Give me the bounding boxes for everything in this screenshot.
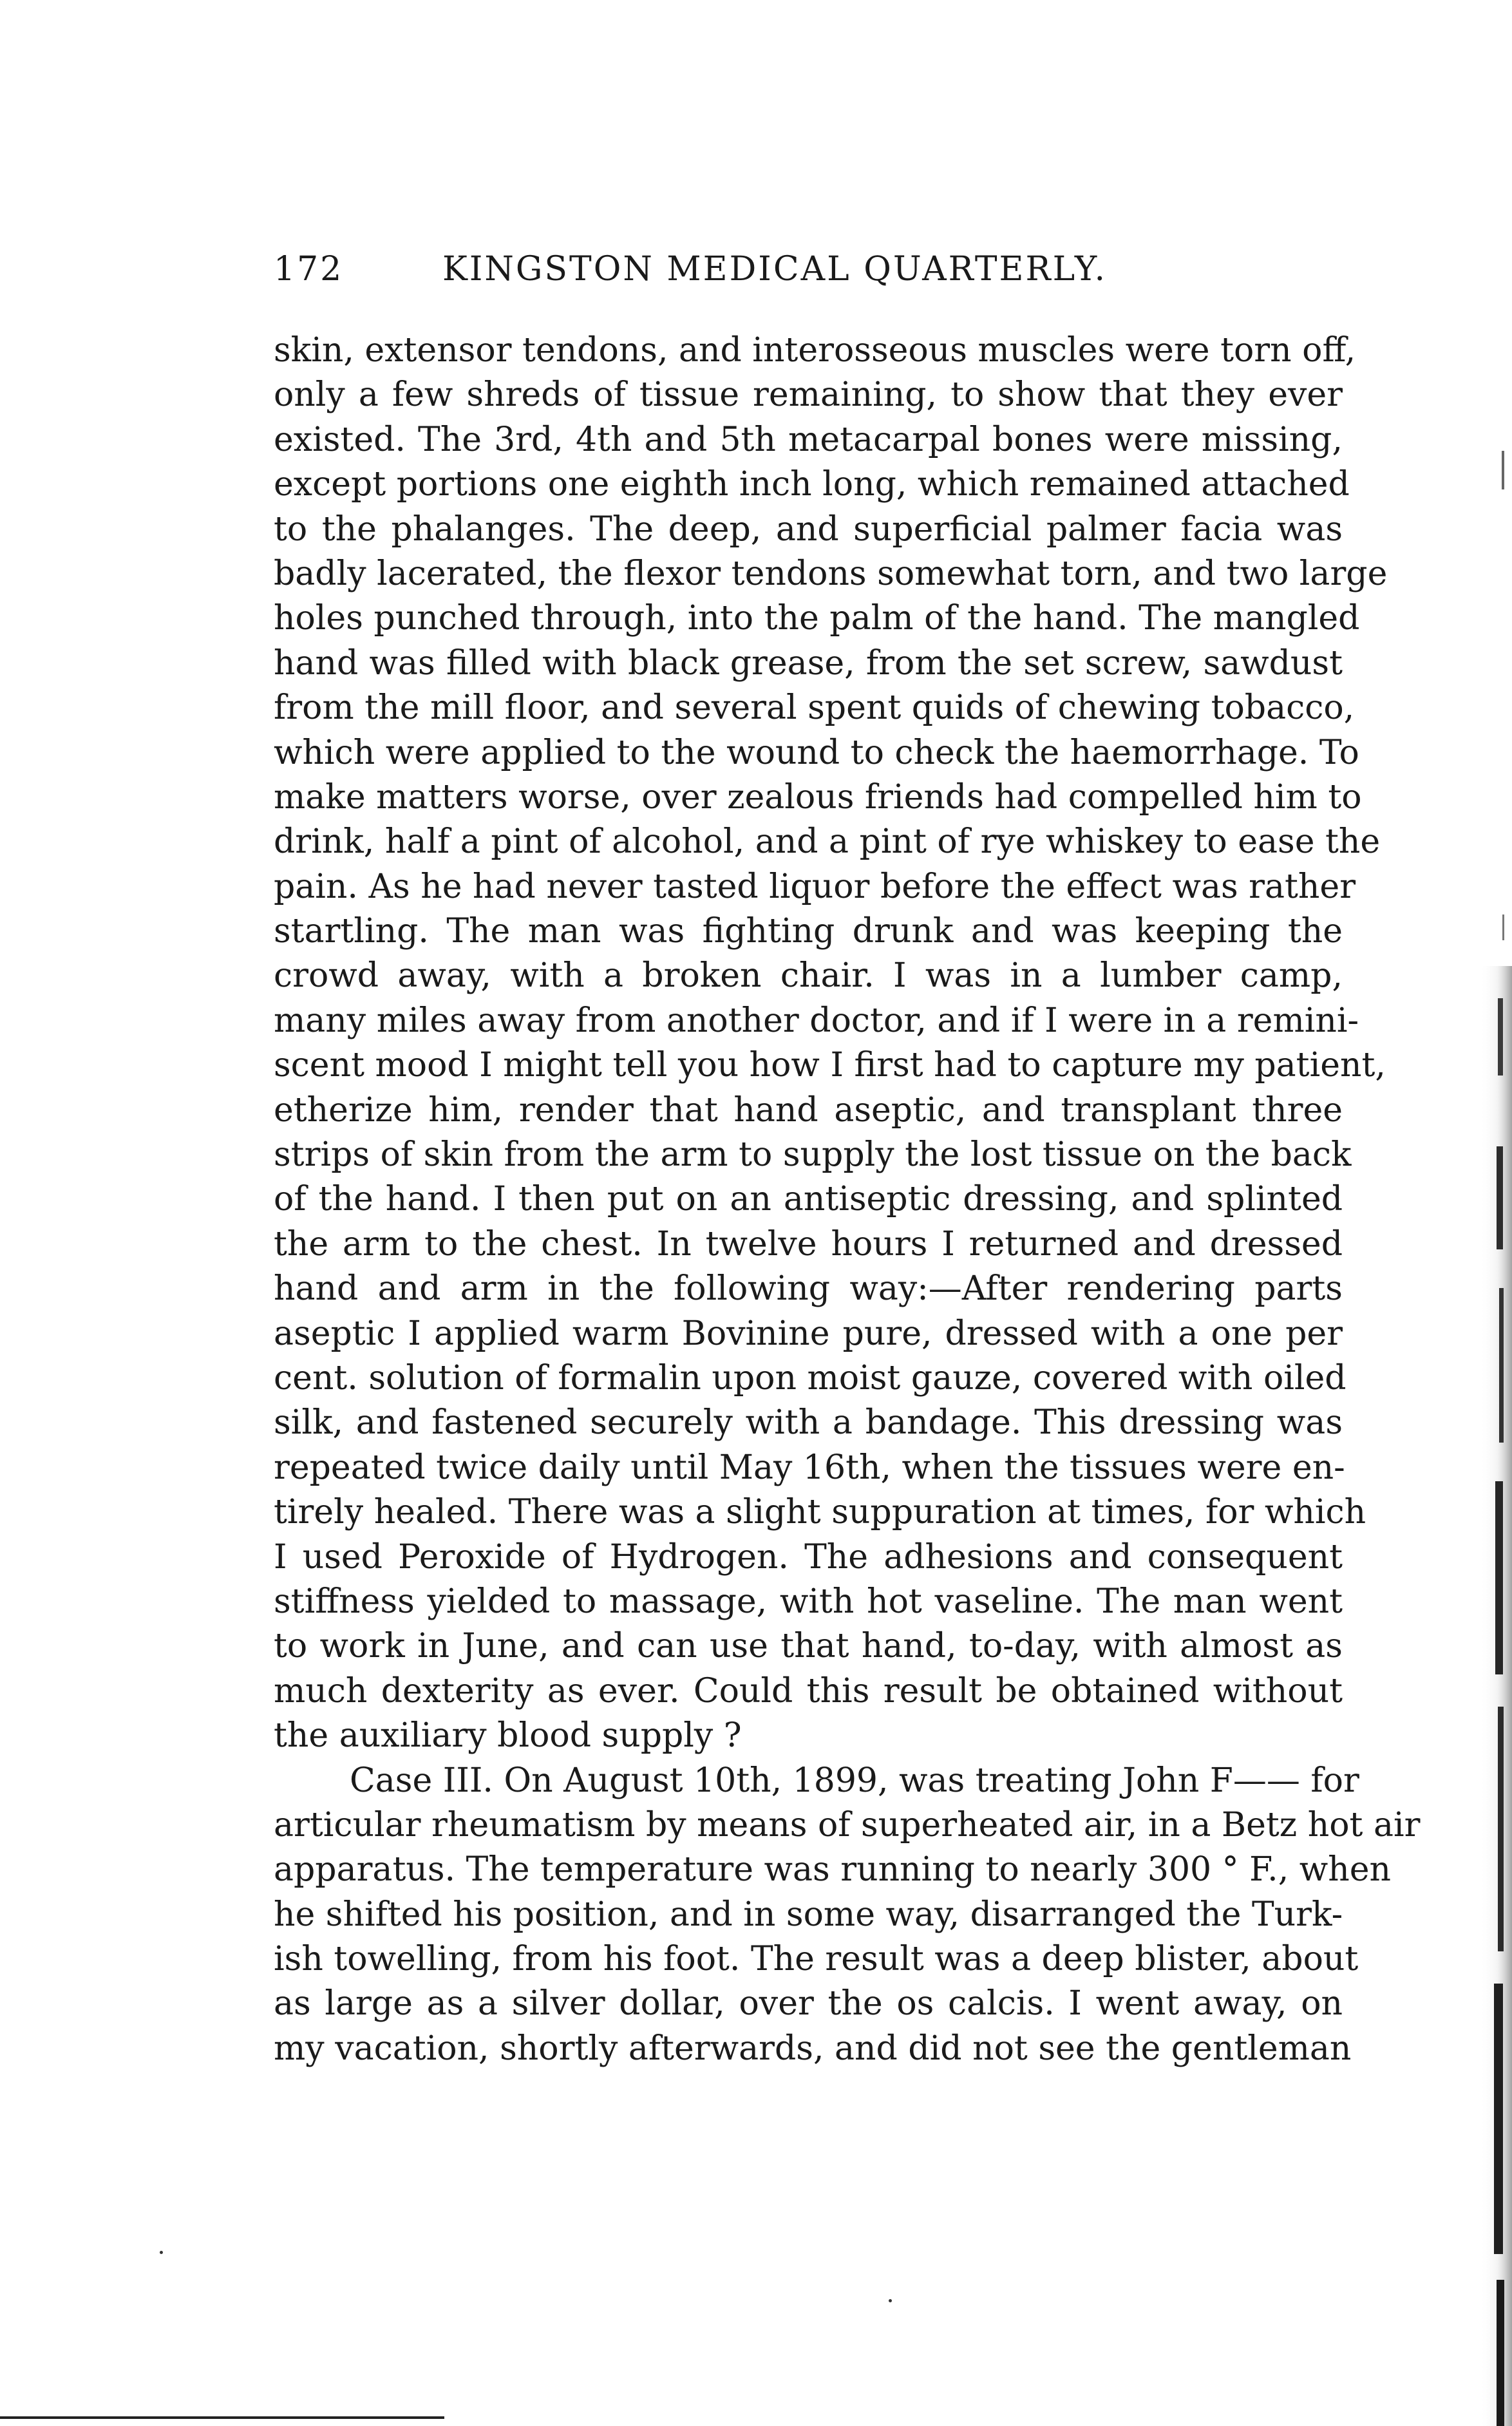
text-line: my vacation, shortly afterwards, and did not see the gentleman [274,2029,1352,2068]
text-line: he shifted his position, and in some way, disarranged the Turk- [274,1895,1343,1934]
text-line: only a few shreds of tissue remaining, to show that they ever [274,375,1343,415]
text-line: hand and arm in the following way:—After rendering parts [274,1269,1343,1309]
text-line: aseptic I applied warm Bovinine pure, dressed with a one per [274,1314,1343,1353]
text-line: existed. The 3rd, 4th and 5th metacarpal bones were missing, [274,420,1343,459]
text-line: to the phalanges. The deep, and superficial palmer facia was [274,509,1343,549]
text-line: to work in June, and can use that hand, to-day, with almost as [274,1627,1343,1666]
binding-edge-shadow [1441,0,1512,2426]
text-line: much dexterity as ever. Could this result be obtained without [274,1671,1343,1711]
text-line: except portions one eighth inch long, which remained attached [274,465,1350,504]
text-line: holes punched through, into the palm of the hand. The mangled [274,599,1360,638]
text-line: which were applied to the wound to check the haemorrhage. To [274,733,1359,772]
text-line: silk, and fastened securely with a bandage. This dressing was [274,1403,1343,1443]
text-line: scent mood I might tell you how I first had to capture my patient, [274,1046,1386,1085]
text-line: tirely healed. There was a slight suppuration at times, for which [274,1493,1366,1532]
body-text [274,328,1421,2071]
text-line: many miles away from another doctor, and if I were in a remini- [274,1001,1359,1040]
running-head [274,250,1343,301]
bottom-rule [0,2416,444,2419]
page-number: 172 [274,250,344,289]
text-line: pain. As he had never tasted liquor before the effect was rather [274,867,1356,906]
text-line: I used Peroxide of Hydrogen. The adhesions and consequent [274,1537,1343,1577]
text-line: skin, extensor tendons, and interosseous muscles were torn off, [274,331,1356,370]
text-line: repeated twice daily until May 16th, when the tissues were en- [274,1448,1345,1487]
text-line: the arm to the chest. In twelve hours I returned and dressed [274,1224,1343,1264]
journal-title: KINGSTON MEDICAL QUARTERLY. [442,250,1108,289]
text-line: startling. The man was fighting drunk and was keeping the [274,912,1343,951]
scan-speck [160,2251,163,2254]
text-line: ish towelling, from his foot. The result was a deep blister, about [274,1940,1359,1979]
scan-speck [889,2299,892,2302]
text-line: of the hand. I then put on an antiseptic dressing, and splinted [274,1180,1343,1219]
text-line: Case III. On August 10th, 1899, was treating John F—— for [350,1761,1359,1800]
text-line: hand was filled with black grease, from the set screw, sawdust [274,643,1343,683]
text-line: articular rheumatism by means of superheated air, in a Betz hot air [274,1805,1421,1844]
text-line: crowd away, with a broken chair. I was in a lumber camp, [274,956,1343,996]
text-line: make matters worse, over zealous friends had compelled him to [274,777,1362,817]
text-line: badly lacerated, the flexor tendons somewhat torn, and two large [274,554,1388,593]
text-line: etherize him, render that hand aseptic, and transplant three [274,1090,1343,1130]
text-line: from the mill floor, and several spent quids of chewing tobacco, [274,688,1355,728]
text-line: as large as a silver dollar, over the os calcis. I went away, on [274,1984,1343,2023]
text-line: strips of skin from the arm to supply the lost tissue on the back [274,1135,1352,1175]
text-line: drink, half a pint of alcohol, and a pint of rye whiskey to ease the [274,822,1381,862]
text-line: cent. solution of formalin upon moist gauze, covered with oiled [274,1358,1347,1398]
text-line: the auxiliary blood supply ? [274,1716,742,1756]
text-line: apparatus. The temperature was running to nearly 300 ° F., when [274,1850,1392,1890]
text-line: stiffness yielded to massage, with hot vaseline. The man went [274,1582,1343,1621]
